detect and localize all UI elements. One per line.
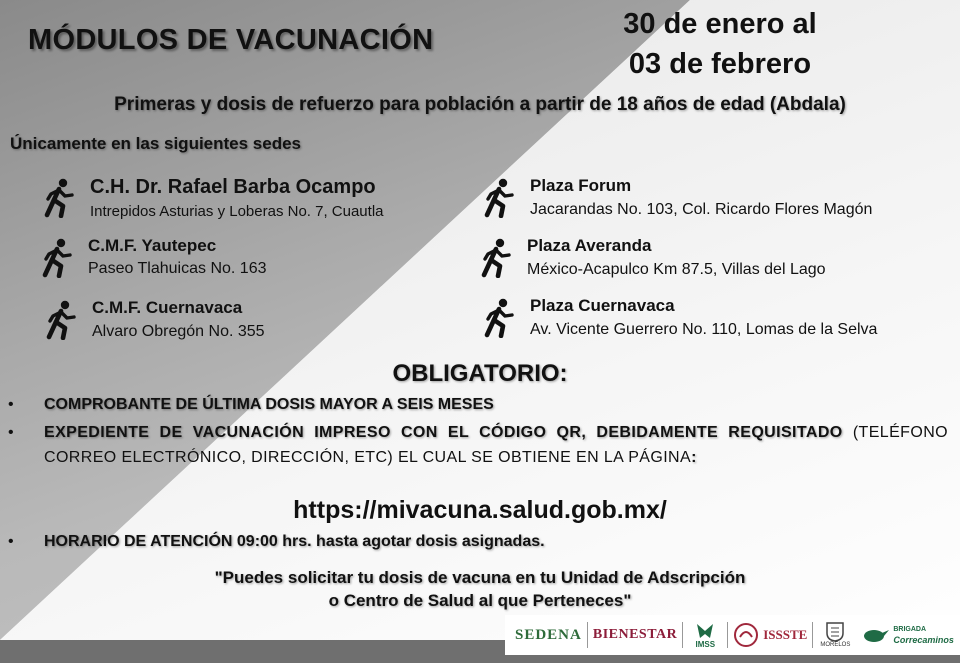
site-address: Jacarandas No. 103, Col. Ricardo Flores Magón [530,201,873,218]
logo-divider [727,622,728,648]
requirement-item [8,420,948,470]
requirements-list [8,396,948,470]
requirement-colon: : [691,449,697,466]
morelos-shield-icon [826,622,844,642]
site-name: Plaza Cuernavaca [530,296,675,315]
roadrunner-bird-icon [862,624,890,646]
site-address: Alvaro Obregón No. 355 [92,323,265,340]
bullet-icon: • [8,396,14,413]
institution-logos [505,615,960,655]
requirement-text: HORARIO DE ATENCIÓN 09:00 hrs. hasta agotar dosis asignadas. [44,533,545,550]
runner-icon [40,238,74,278]
runner-icon [42,178,76,218]
imss-logo: IMSS [688,617,722,653]
runner-icon [482,298,516,338]
site-address: Av. Vicente Guerrero No. 110, Lomas de la Selva [530,321,878,338]
bullet-icon: • [8,533,14,550]
requirement-item [8,533,948,551]
subtitle: Primeras y dosis de refuerzo para población a partir de 18 años de edad (Abdala) [114,94,846,115]
quote-line-1: "Puedes solicitar tu dosis de vacuna en tu Unidad de Adscripción [214,568,746,587]
vaccine-registration-url[interactable]: https://mivacuna.salud.gob.mx/ [293,496,667,524]
requirement-text-bold: EXPEDIENTE DE VACUNACIÓN IMPRESO CON EL CÓDIGO QR, DEBIDAMENTE REQUISITADO [44,424,843,441]
requirement-text: COMPROBANTE DE ÚLTIMA DOSIS MAYOR A SEIS MESES [44,396,494,413]
runner-icon [479,238,513,278]
brigada-correcaminos-logo: BRIGADA Correcaminos [862,617,954,653]
site-name: C.H. Dr. Rafael Barba Ocampo [90,176,376,198]
bullet-icon: • [8,424,15,441]
closing-quote [0,566,960,612]
runner-icon [44,300,78,340]
requirements-list-hours [8,533,948,551]
site-name: C.M.F. Cuernavaca [92,298,243,317]
date-range [590,4,850,84]
date-line-1: 30 de enero al [623,8,817,40]
requirement-text-detail: (TELÉFONO CORREO ELECTRÓNICO, DIRECCIÓN, ETC) EL CUAL SE OBTIENE EN LA PÁGINA [44,424,948,466]
issste-logo: ISSSTE [733,617,807,653]
site-name: Plaza Forum [530,176,632,195]
logo-divider [812,622,813,648]
requirements-heading: OBLIGATORIO: [392,360,568,387]
bienestar-logo: BIENESTAR [592,627,678,642]
site-name: Plaza Averanda [527,236,652,255]
sedena-logo: SEDENA [515,626,582,643]
site-address: Intrepidos Asturias y Loberas No. 7, Cuautla [90,203,384,220]
sites-label: Únicamente en las siguientes sedes [10,134,302,153]
site-address: México-Acapulco Km 87.5, Villas del Lago [527,261,826,278]
runner-icon [482,178,516,218]
logo-divider [682,622,683,648]
site-address: Paseo Tlahuicas No. 163 [88,260,267,277]
imss-eagle-icon [695,622,715,640]
logo-divider [587,622,588,648]
morelos-logo: MORELOS [818,617,852,653]
site-name: C.M.F. Yautepec [88,236,217,255]
requirement-item [8,396,948,420]
quote-line-2: o Centro de Salud al que Perteneces" [328,591,632,610]
date-line-2: 03 de febrero [628,48,812,80]
page-title: MÓDULOS DE VACUNACIÓN [28,24,434,56]
issste-emblem-icon [733,622,759,648]
